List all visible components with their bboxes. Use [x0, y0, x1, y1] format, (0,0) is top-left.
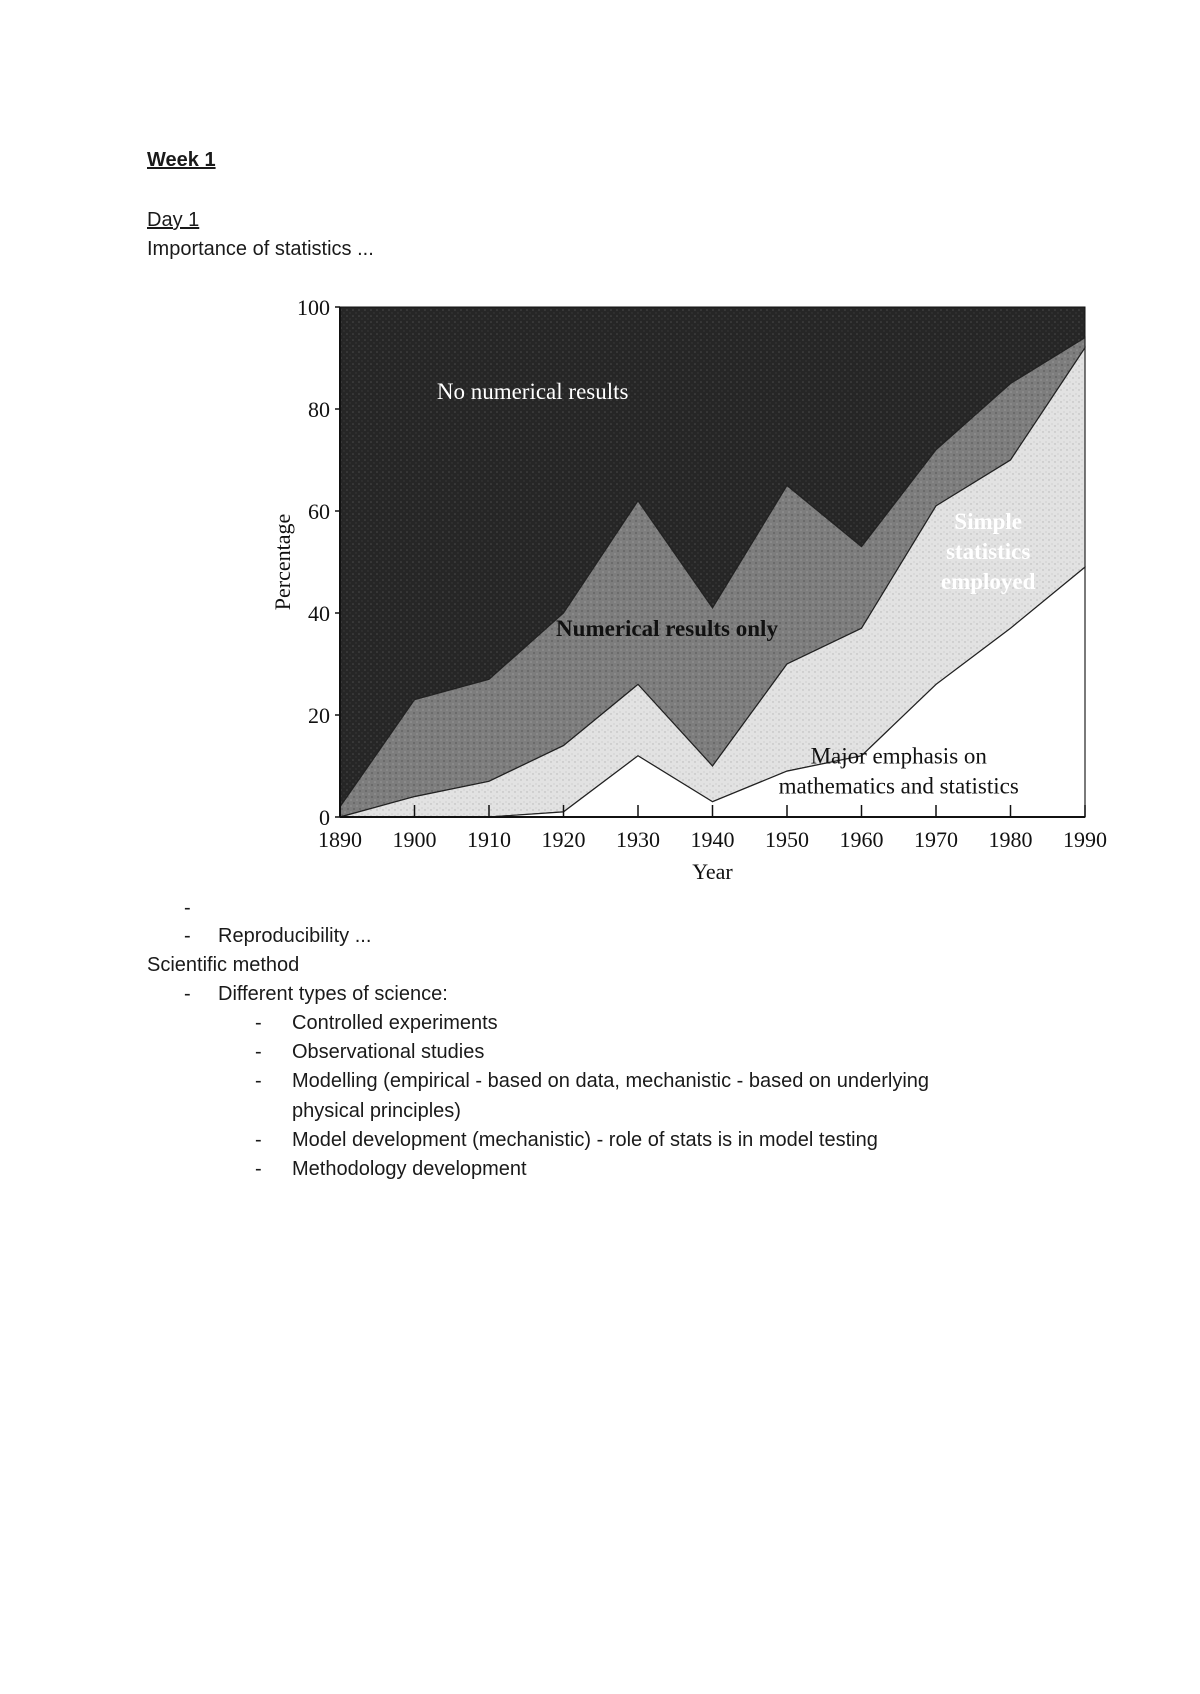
y-tick-label: 60 — [308, 499, 330, 524]
sub-bullet-text: Controlled experiments — [292, 1012, 498, 1034]
x-axis-label: Year — [692, 859, 733, 884]
annotation-label: mathematics and statistics — [778, 773, 1019, 799]
sub-bullet-text: Methodology development — [292, 1158, 527, 1180]
intro-text: Importance of statistics ... — [147, 238, 374, 260]
annotation-label: Major emphasis on — [810, 743, 987, 769]
annotation-label: Simple — [954, 508, 1023, 534]
sub-bullet-marker: - — [255, 1041, 262, 1064]
x-tick-label: 1950 — [765, 827, 809, 852]
sub-bullet-text: Observational studies — [292, 1041, 485, 1064]
day-label: Day 1 — [147, 209, 200, 231]
y-axis-label: Percentage — [270, 513, 295, 611]
y-tick-label: 0 — [319, 805, 330, 830]
bullet-text: Reproducibility ... — [218, 925, 372, 947]
x-tick-label: 1920 — [541, 827, 586, 852]
sub-bullet-text: Model development (mechanistic) - role of stats is in model testing — [292, 1128, 878, 1151]
bullet-text: Different types of science: — [218, 983, 448, 1005]
sub-bullet-text: Modelling (empirical - based on data, mechanistic - based on underlying — [292, 1070, 930, 1093]
annotation-label: Numerical results only — [556, 615, 778, 641]
y-tick-label: 80 — [308, 397, 330, 422]
x-tick-label: 1990 — [1063, 827, 1107, 852]
y-tick-label: 100 — [297, 295, 330, 320]
y-tick-label: 20 — [308, 703, 330, 728]
sub-bullet-marker: - — [255, 1158, 262, 1180]
sub-bullet-marker: - — [255, 1012, 262, 1034]
x-tick-label: 1890 — [318, 827, 362, 852]
x-tick-label: 1910 — [467, 827, 511, 852]
bullet-marker: - — [184, 983, 191, 1005]
sub-bullet-text: physical principles) — [292, 1099, 461, 1122]
bullet-marker: - — [184, 925, 191, 947]
bullet-marker: - — [184, 897, 191, 919]
y-tick-label: 40 — [308, 601, 330, 626]
annotation-label: statistics — [945, 538, 1031, 564]
annotation-label: employed — [940, 568, 1036, 594]
statistics-usage-chart — [250, 285, 1130, 890]
x-tick-label: 1970 — [914, 827, 958, 852]
x-tick-label: 1900 — [392, 827, 437, 852]
annotation-label: No numerical results — [436, 378, 629, 404]
x-tick-label: 1930 — [616, 827, 660, 852]
section-title: Scientific method — [147, 954, 300, 976]
x-tick-label: 1940 — [690, 827, 735, 852]
x-tick-label: 1960 — [839, 827, 884, 852]
x-tick-label: 1980 — [988, 827, 1033, 852]
week-heading: Week 1 — [147, 149, 216, 171]
sub-bullet-marker: - — [255, 1128, 262, 1151]
sub-bullet-marker: - — [255, 1070, 262, 1093]
